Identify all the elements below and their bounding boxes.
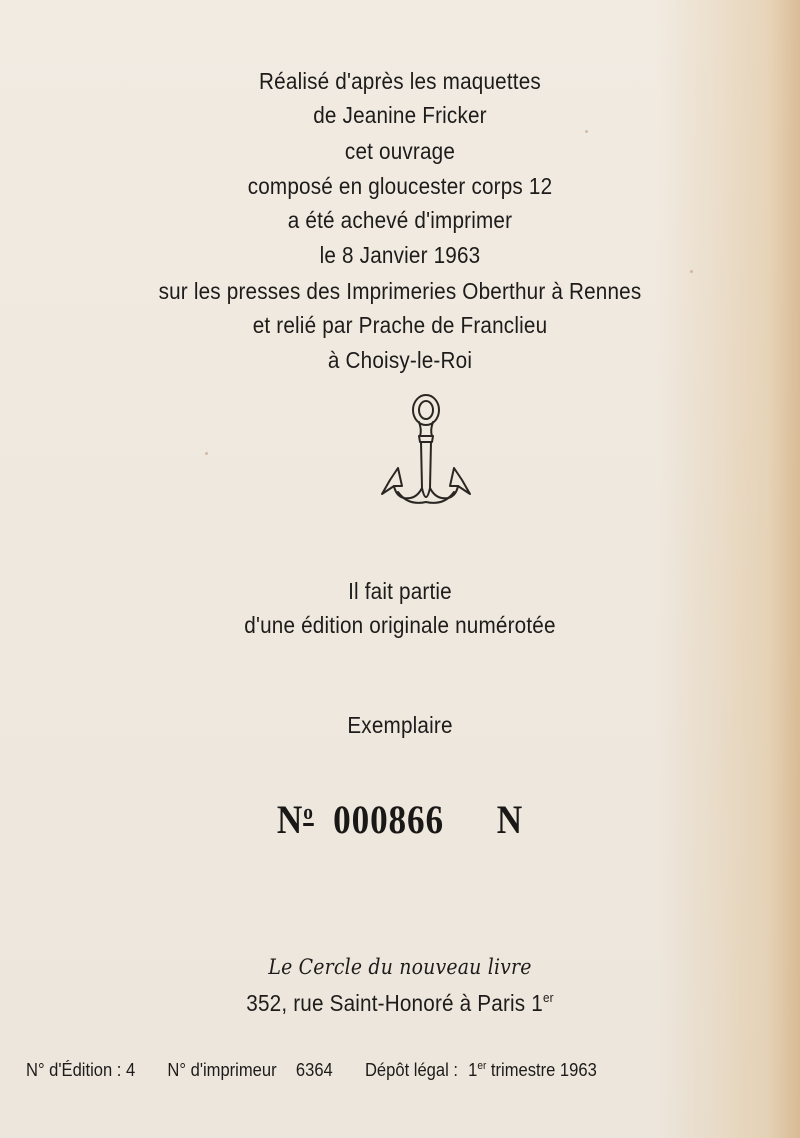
colophon-line-5: a été achevé d'imprimer [287,207,513,233]
colophon-line-3: cet ouvrage [344,138,456,164]
colophon-line-6: le 8 Janvier 1963 [319,242,481,268]
colophon-line-9: à Choisy-le-Roi [327,347,473,373]
copy-label: Exemplaire [347,712,453,738]
paper-speck [690,270,693,273]
colophon-line-8: et relié par Prache de Franclieu [252,312,548,338]
publisher-name: Le Cercle du nouveau livre [268,955,532,979]
edition-number: N° d'Édition : 4 [26,1060,136,1080]
edition-line-2: d'une édition originale numérotée [244,612,556,638]
publisher-address: 352, rue Saint-Honoré à Paris 1er [246,990,554,1016]
anchor-icon [378,388,473,513]
colophon-line-1: Réalisé d'après les maquettes [259,68,541,94]
colophon-line-2: de Jeanine Fricker [313,102,487,128]
copy-series-letter: N [496,797,524,842]
legal-deposit-value: 1er trimestre 1963 [468,1060,597,1080]
copy-number [48,796,752,843]
printer-number-value: 6364 [295,1060,333,1080]
printer-number-label: N° d'imprimeur [167,1060,277,1080]
paper-speck [585,130,588,133]
edition-line-1: Il fait partie [348,578,452,604]
legal-deposit-label: Dépôt légal : [364,1060,458,1080]
copy-number-value: 000866 [333,797,444,842]
paper-speck [205,452,208,455]
number-sign: $N^o$ [276,797,314,842]
colophon-line-7: sur les presses des Imprimeries Oberthur à Rennes [158,278,642,304]
colophon-line-4: composé en gloucester corps 12 [247,173,553,199]
print-details [26,1060,734,1081]
